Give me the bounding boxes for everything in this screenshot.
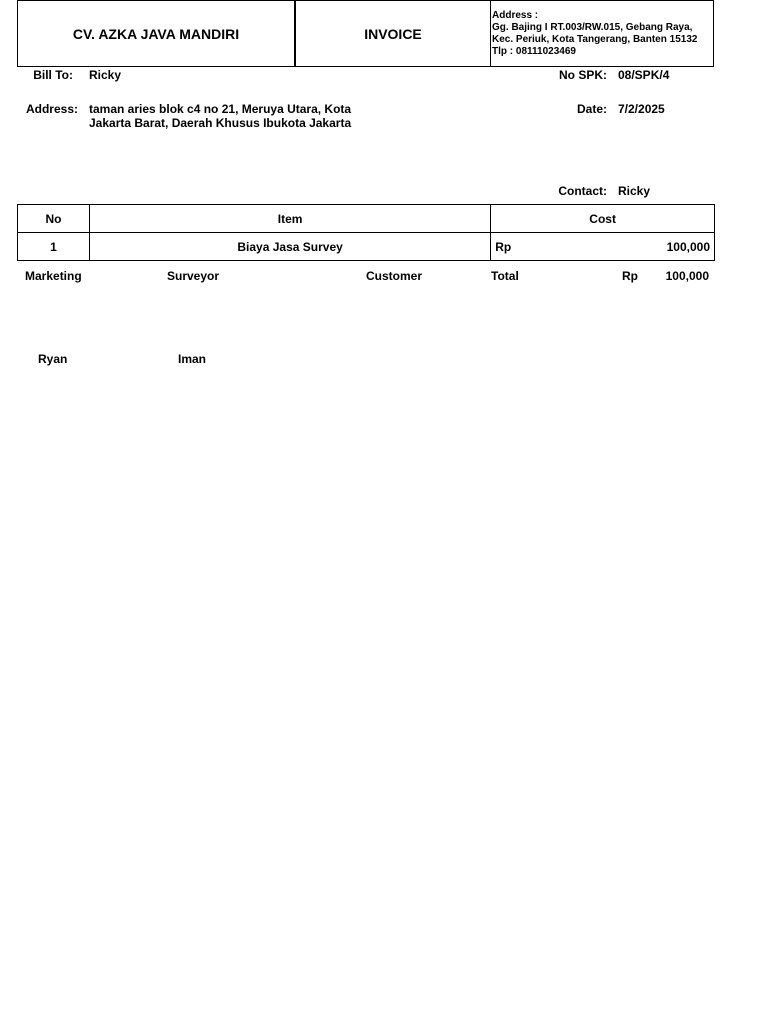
bill-to-label: Bill To: (33, 68, 73, 82)
company-address-line1: Gg. Bajing I RT.003/RW.015, Gebang Raya, (492, 22, 693, 33)
date-label: Date: (576, 102, 607, 116)
invoice-header (17, 0, 714, 67)
spk-value: 08/SPK/4 (618, 68, 670, 82)
total-label: Total (491, 269, 519, 283)
customer-address-line2: Jakarta Barat, Daerah Khusus Ibukota Jakarta (89, 116, 352, 130)
contact-label: Contact: (558, 184, 607, 198)
col-header-item: Item (89, 205, 490, 233)
surveyor-signature-name: Iman (178, 352, 207, 366)
marketing-signature-name: Ryan (38, 352, 68, 366)
table-row (18, 233, 715, 261)
marketing-label: Marketing (25, 269, 82, 283)
customer-address-line1: taman aries blok c4 no 21, Meruya Utara, Kota (89, 102, 352, 116)
company-address-block (491, 1, 713, 66)
customer-label: Customer (366, 269, 423, 283)
bill-to-value: Ricky (89, 68, 122, 82)
surveyor-label: Surveyor (167, 269, 220, 283)
company-phone: Tlp : 08111023469 (492, 46, 576, 57)
contact-value: Ricky (618, 184, 651, 198)
col-header-no: No (18, 205, 90, 233)
total-amount: 100,000 (665, 269, 709, 283)
customer-address-label: Address: (25, 102, 78, 116)
spk-label: No SPK: (559, 68, 607, 82)
company-address-label: Address : (492, 10, 539, 21)
row-no: 1 (18, 233, 90, 261)
col-header-cost: Cost (491, 205, 715, 233)
row-amount: 100,000 (666, 239, 710, 254)
company-name: CV. AZKA JAVA MANDIRI (18, 1, 296, 66)
invoice-title: INVOICE (296, 1, 491, 66)
row-cost (491, 233, 715, 261)
total-currency: Rp (622, 269, 638, 283)
company-address-line2: Kec. Periuk, Kota Tangerang, Banten 15132 (492, 34, 698, 45)
row-item: Biaya Jasa Survey (89, 233, 490, 261)
customer-address (89, 102, 351, 130)
table-header-row (18, 205, 715, 233)
items-table (17, 204, 715, 261)
row-currency: Rp (495, 239, 512, 254)
date-value: 7/2/2025 (618, 102, 665, 116)
